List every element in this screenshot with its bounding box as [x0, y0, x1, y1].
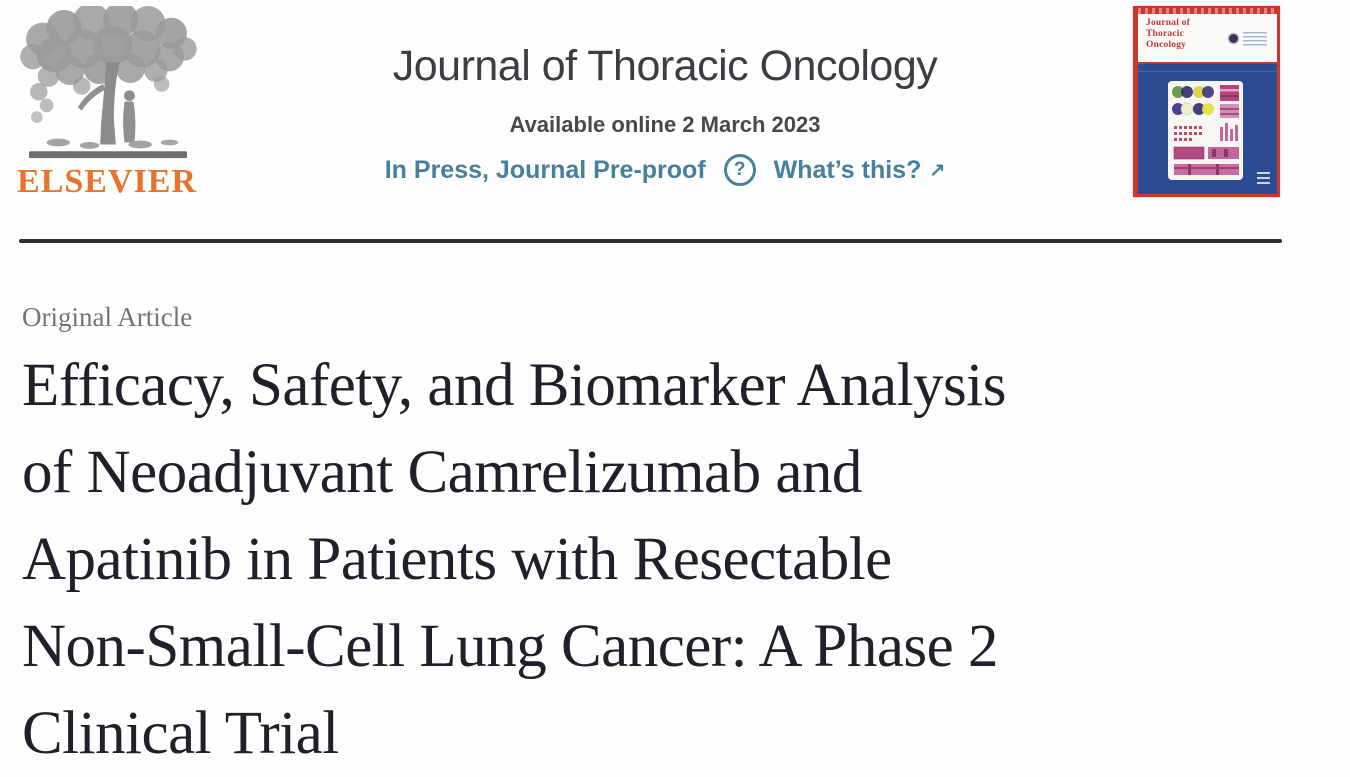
available-online-date: Available online 2 March 2023	[509, 112, 821, 137]
elsevier-tree-logo-icon[interactable]	[15, 6, 201, 162]
article-title-line: Efficacy, Safety, and Biomarker Analysis	[22, 352, 1006, 419]
journal-cover-thumbnail[interactable]	[1133, 6, 1280, 197]
cover-blue-band	[1138, 62, 1277, 72]
masthead	[285, 0, 1045, 186]
whats-this-link[interactable]	[774, 154, 946, 186]
cover-journal-title: Journal of Thoracic Oncology	[1146, 18, 1190, 50]
article-title-line: Non-Small-Cell Lung Cancer: A Phase 2	[22, 613, 998, 680]
cover-header	[1138, 14, 1277, 62]
cover-figure-panel	[1168, 81, 1243, 180]
publisher-block	[15, 6, 201, 200]
cover-publisher-emblem	[1257, 172, 1270, 185]
elsevier-wordmark[interactable]: ELSEVIER	[17, 163, 197, 200]
cover-body	[1138, 72, 1277, 194]
article-title-line: Clinical Trial	[22, 700, 339, 767]
article-title	[22, 342, 1332, 777]
article-type-label: Original Article	[22, 302, 193, 332]
in-press-link[interactable]: In Press, Journal Pre-proof	[384, 156, 706, 184]
article-title-line: Apatinib in Patients with Resectable	[22, 526, 892, 593]
question-circle-icon[interactable]	[724, 154, 756, 186]
cover-society-logo	[1215, 30, 1267, 48]
journal-name: Journal of Thoracic Oncology	[392, 42, 938, 90]
article-title-line: of Neoadjuvant Camrelizumab and	[22, 439, 862, 506]
header-divider	[19, 239, 1282, 243]
question-glyph: ?	[733, 159, 746, 180]
external-link-arrow-icon: ↗	[929, 159, 946, 181]
whats-this-label: What’s this?	[773, 156, 922, 184]
status-row	[285, 154, 1045, 186]
